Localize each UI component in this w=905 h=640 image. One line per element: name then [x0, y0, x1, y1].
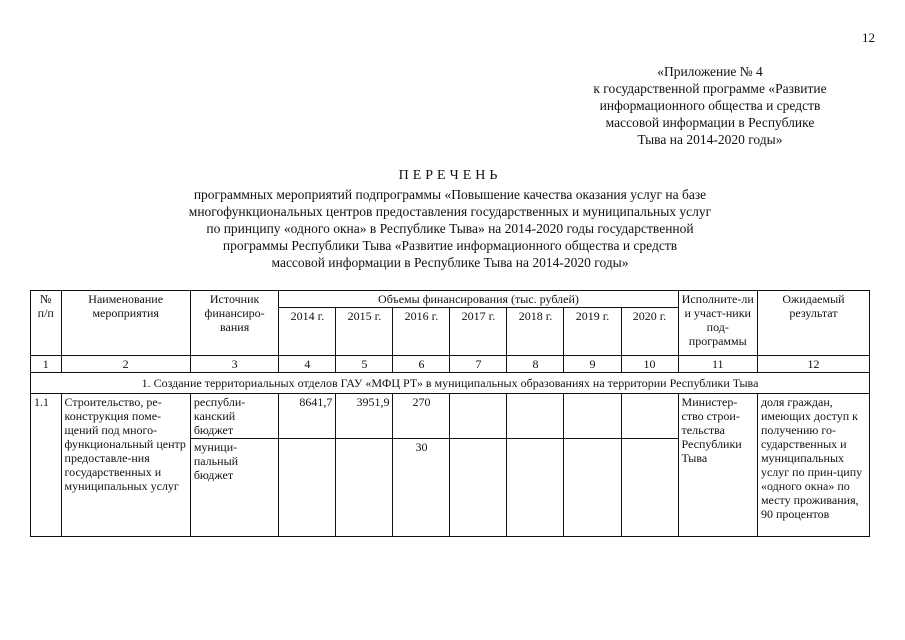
appendix-line: массовой информации в Республике [605, 115, 815, 130]
row-value: 30 [393, 439, 450, 537]
header-year: 2014 г. [279, 308, 336, 356]
row-value [564, 439, 621, 537]
column-number: 11 [678, 356, 757, 373]
row-source: муници-пальный бюджет [190, 439, 279, 537]
header-year: 2015 г. [336, 308, 393, 356]
row-value [336, 439, 393, 537]
document-subtitle [120, 186, 780, 271]
header-result: Ожидаемый результат [757, 291, 869, 356]
subtitle-line: программы Республики Тыва «Развитие информационного общества и средств [222, 238, 678, 253]
header-year: 2019 г. [564, 308, 621, 356]
column-number: 7 [450, 356, 507, 373]
row-value [564, 394, 621, 439]
header-year: 2020 г. [621, 308, 678, 356]
header-name: Наименование мероприятия [61, 291, 190, 356]
subtitle-line: многофункциональных центров предоставления государственных и муниципальных услуг [188, 204, 712, 219]
column-number: 8 [507, 356, 564, 373]
column-number: 5 [336, 356, 393, 373]
row-executor: Министер-ство строи-тельства Республики Тыва [678, 394, 757, 537]
row-value: 8641,7 [279, 394, 336, 439]
section-title: 1. Создание территориальных отделов ГАУ «МФЦ РТ» в муниципальных образованиях на территории Республики Тыва [31, 373, 870, 394]
page-number: 12 [862, 30, 875, 45]
appendix-header [560, 63, 860, 148]
row-value [507, 439, 564, 537]
row-value: 3951,9 [336, 394, 393, 439]
row-name: Строительство, ре-конструкция поме-щений под много-функциональный центр предоставле-ния государственных и муниципальных услуг [61, 394, 190, 537]
row-value: 270 [393, 394, 450, 439]
header-year: 2018 г. [507, 308, 564, 356]
row-value [450, 394, 507, 439]
measures-table [30, 290, 870, 537]
column-number: 1 [31, 356, 62, 373]
appendix-line: «Приложение № 4 [657, 64, 763, 79]
header-executors: Исполните-ли и участ-ники под-программы [678, 291, 757, 356]
row-value [621, 394, 678, 439]
column-number: 9 [564, 356, 621, 373]
row-value [621, 439, 678, 537]
column-number: 10 [621, 356, 678, 373]
title-block [120, 168, 780, 271]
header-year: 2016 г. [393, 308, 450, 356]
row-value [279, 439, 336, 537]
column-number: 2 [61, 356, 190, 373]
appendix-line: к государственной программе «Развитие [593, 81, 827, 96]
header-source: Источник финансиро-вания [190, 291, 279, 356]
subtitle-line: по принципу «одного окна» в Республике Тыва» на 2014-2020 годы государственной [206, 221, 694, 236]
column-number: 12 [757, 356, 869, 373]
appendix-line: информационного общества и средств [599, 98, 821, 113]
column-number: 4 [279, 356, 336, 373]
row-value [507, 394, 564, 439]
row-source: республи-канский бюджет [190, 394, 279, 439]
header-row [31, 291, 870, 308]
column-number: 3 [190, 356, 279, 373]
row-value [450, 439, 507, 537]
section-row [31, 373, 870, 394]
column-numbers-row [31, 356, 870, 373]
document-title: ПЕРЕЧЕНЬ [398, 168, 502, 183]
appendix-line: Тыва на 2014-2020 годы» [637, 132, 783, 147]
row-num: 1.1 [31, 394, 62, 537]
header-num: № п/п [31, 291, 62, 356]
table-row [31, 394, 870, 439]
row-result: доля граждан, имеющих доступ к получению го-сударственных и муниципальных услуг по прин-ципу «одного окна» по месту проживания, 90 процентов [757, 394, 869, 537]
header-volumes: Объемы финансирования (тыс. рублей) [279, 291, 678, 308]
header-year: 2017 г. [450, 308, 507, 356]
column-number: 6 [393, 356, 450, 373]
subtitle-line: массовой информации в Республике Тыва на 2014-2020 годы» [271, 255, 629, 270]
subtitle-line: программных мероприятий подпрограммы «Повышение качества оказания услуг на базе [193, 187, 707, 202]
